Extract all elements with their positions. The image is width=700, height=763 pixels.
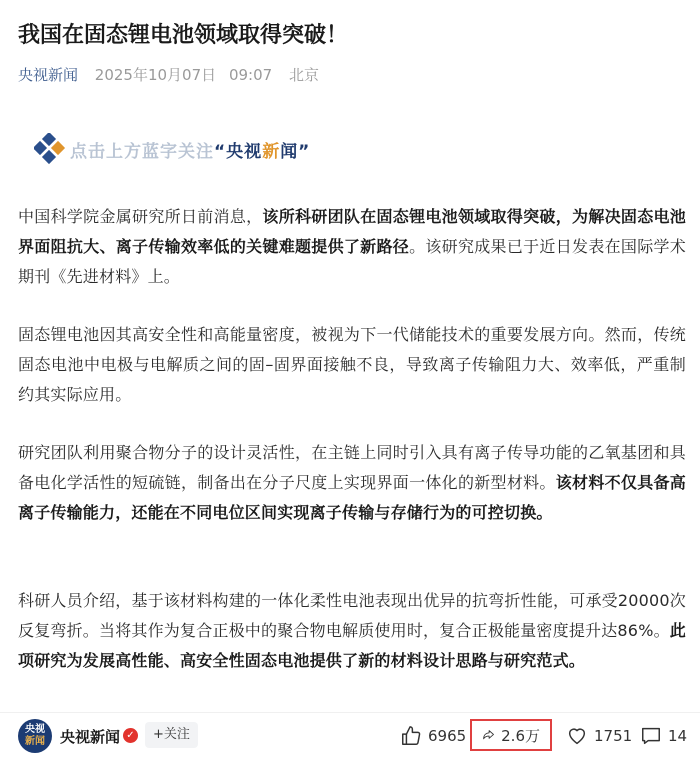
thumbs-up-icon — [400, 725, 422, 747]
paragraph-1 — [18, 202, 686, 292]
text-run: 固态锂电池因其高安全性和高能量密度，被视为下一代储能技术的重要发展方向。然而，传统固态电池中电极与电解质之间的固–固界面接触不良，导致离子传输阻力大、效率低，严重制约其实际应用。 — [18, 325, 686, 404]
like-button[interactable] — [400, 721, 466, 751]
favorite-count: 1751 — [594, 727, 633, 745]
share-arrow-icon — [482, 724, 495, 746]
share-count: 2.6万 — [501, 726, 540, 745]
paragraph-3 — [18, 438, 686, 528]
share-button[interactable] — [470, 719, 552, 751]
text-run: 中国科学院金属研究所日前消息， — [18, 207, 263, 226]
text-run: 。该研究成果已于近日发表在国际学术期刊《先进材料》上。 — [18, 237, 686, 286]
bold-text-run: 该材料不仅具备高离子传输能力，还能在不同电位区间实现离子传输与存储行为的可控切换。 — [18, 473, 686, 522]
paragraph-2 — [18, 320, 686, 410]
publish-time: 09:07 — [228, 66, 273, 84]
cctv-news-logo-icon — [34, 133, 66, 165]
verified-badge-icon: ✓ — [123, 728, 138, 743]
follow-button[interactable]: +关注 — [145, 722, 198, 748]
heart-icon — [566, 725, 588, 747]
text-run: 研究团队利用聚合物分子的设计灵活性，在主链上同时引入具有离子传导功能的乙氧基团和具备电化学活性的短硫链，制备出在分子尺度上实现界面一体化的新型材料。 — [18, 443, 686, 492]
banner-account-name[interactable]: “央视新闻” — [214, 141, 311, 162]
bold-text-run: 此项研究为发展高性能、高安全性固态电池提供了新的材料设计思路与研究范式。 — [18, 621, 686, 670]
like-count: 6965 — [428, 727, 467, 745]
account-name[interactable]: 央视新闻 — [60, 728, 121, 746]
paragraph-4 — [18, 586, 686, 676]
source-link[interactable]: 央视新闻 — [18, 66, 79, 84]
favorite-button[interactable] — [566, 721, 632, 751]
text-run: 科研人员介绍，基于该材料构建的一体化柔性电池表现出优异的抗弯折性能，可承受20000次反复弯折。当将其作为复合正极中的聚合物电解质使用时，复合正极能量密度提升达86%。 — [18, 591, 686, 640]
publish-date: 2025年10月07日 — [94, 66, 217, 84]
article-title: 我国在固态锂电池领域取得突破！ — [18, 23, 349, 48]
comment-button[interactable] — [640, 721, 687, 751]
follow-banner — [34, 131, 310, 167]
comment-bubble-icon — [640, 725, 662, 747]
bold-text-run: 该所科研团队在固态锂电池领域取得突破，为解决固态电池界面阻抗大、离子传输效率低的关键难题提供了新路径 — [18, 207, 686, 256]
bottom-action-bar — [0, 712, 700, 763]
banner-prefix: 点击上方蓝字关注 — [70, 141, 214, 162]
article-meta — [18, 64, 319, 85]
publish-location: 北京 — [288, 66, 319, 84]
comment-count: 14 — [668, 727, 688, 745]
avatar[interactable]: 央视 新闻 — [18, 719, 52, 753]
